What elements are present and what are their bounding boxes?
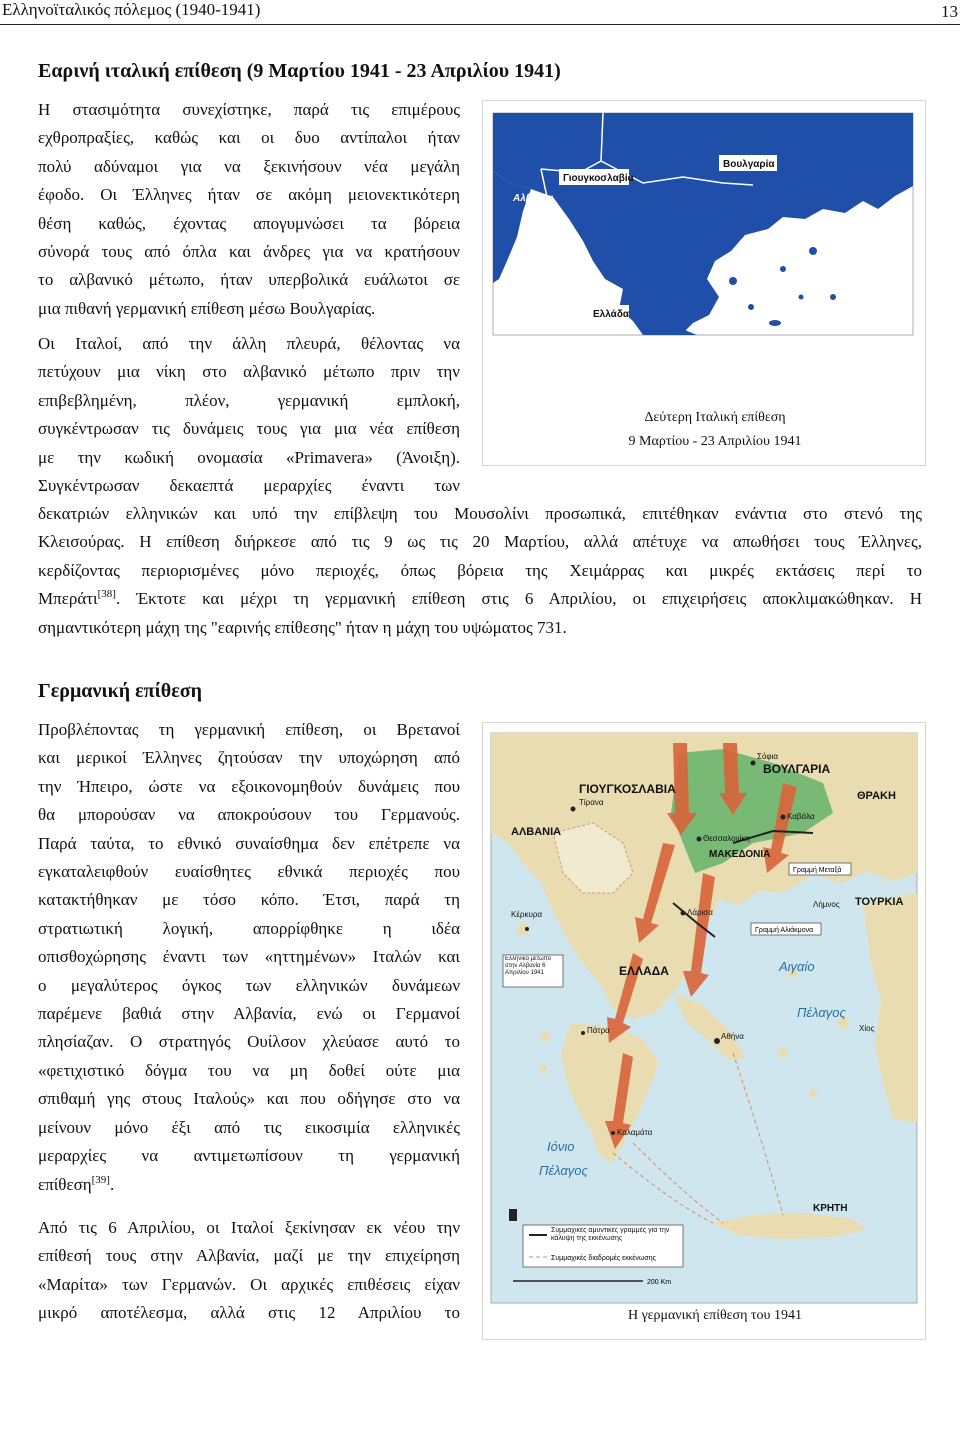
- paragraph-german-offensive: [38, 716, 460, 1199]
- figure2-caption: Η γερμανική επίθεση του 1941: [628, 1308, 802, 1323]
- text-line: θα μπορούσαν να αποκρούσουν του Γερμανούς.: [38, 805, 460, 825]
- text-line: θέση καθώς, έχοντας απογυμνώσει τα βόρεια: [38, 213, 460, 233]
- map-label-thrace: ΘΡΑΚΗ: [857, 790, 896, 802]
- map-label-ionian: Ιόνιο: [547, 1139, 575, 1154]
- text-line: Οι Ιταλοί, από την άλλη πλευρά, θέλοντας να: [38, 334, 460, 353]
- text-line: με την κωδική ονομασία «Primavera» (Άνοιξη).: [38, 447, 460, 467]
- legend-evacuation-routes: Συμμαχικές διαδρομές εκκένωσης: [551, 1255, 656, 1262]
- header-rule: [0, 24, 960, 25]
- text-line: μικρό αποτέλεσμα, αλλά στις 12 Απριλίου το: [38, 1303, 460, 1323]
- text-line: «Μαρίτα» των Γερμανών. Οι αρχικές επιθέσεις είχαν: [38, 1274, 460, 1294]
- map-label-aliakmon-line: Γραμμή Αλιάκμονα: [755, 927, 814, 934]
- text-line: και μερικοί Έλληνες ζητούσαν την υποχώρηση από: [38, 748, 460, 768]
- map-label-crete: ΚΡΗΤΗ: [813, 1203, 848, 1214]
- map-german-offensive: [483, 723, 925, 1339]
- map-label-albania: Αλβανία: [513, 193, 553, 204]
- footnote-ref-38[interactable]: [38]: [97, 588, 116, 601]
- map-label-greece: ΕΛΛΑΔΑ: [619, 964, 669, 978]
- map-label-macedonia: ΜΑΚΕΔΟΝΙΑ: [709, 849, 771, 860]
- map-label-chios: Χίος: [859, 1024, 875, 1033]
- text-line: [38, 585, 922, 613]
- legend-defense-lines: Συμμαχικές αμυντικές γραμμές για την κάλυψη της εκκένωσης: [551, 1227, 670, 1242]
- text-line: έφοδο. Οι Έλληνες ήταν σε ακόμη μειονεκτικότερη: [38, 185, 460, 205]
- map-label-corfu: Κέρκυρα: [511, 910, 543, 919]
- map-label-albania: ΑΛΒΑΝΙΑ: [511, 826, 562, 838]
- figure1-caption-line1: Δεύτερη Ιταλική επίθεση: [644, 410, 786, 425]
- paragraph-italian-offensive-continued: [38, 500, 922, 642]
- text-run: .: [109, 1174, 115, 1194]
- paragraph-italian-offensive: [38, 330, 460, 500]
- map-label-greece: Ελλάδα: [593, 309, 630, 320]
- text-line: μεραρχίες να αντιμετωπίσουν τη γερμανική: [38, 1146, 460, 1166]
- map-label-thessaloniki: Θεσσαλονίκη: [703, 834, 750, 843]
- text-line: σπιθαμή γης στους Ιταλούς» και που οδήγησε στο να: [38, 1089, 460, 1109]
- map-label-turkey: ΤΟΥΡΚΙΑ: [855, 896, 904, 908]
- text-line: στρατιωτική λογική, απορρίφθηκε η ιδέα: [38, 918, 460, 938]
- text-line: δεκατριών ελληνικών και υπό την επίβλεψη του Μουσολίνι προσωπικά, επιτέθηκαν ενάντια στο στενό της: [38, 504, 922, 523]
- paragraph-stalemate: [38, 96, 460, 323]
- map-label-yugoslavia: ΓΙΟΥΓΚΟΣΛΑΒΙΑ: [579, 782, 676, 796]
- map-label-bulgaria: Βουλγαρία: [723, 159, 775, 170]
- text-line: το αλβανικό μέτωπο, ήταν υπερβολικά ευάλωτοι σε: [38, 270, 460, 290]
- map-scale-label: 200 Km: [647, 1279, 672, 1286]
- text-line: σύνορά τους από όπλα και άνδρες για να κρατήσουν: [38, 242, 460, 262]
- text-line: παρέμενε βαθιά στην Αλβανία, ενώ οι Γερμανοί: [38, 1004, 460, 1024]
- map-label-metaxas-line: Γραμμή Μεταξά: [793, 867, 842, 874]
- map-label-sofia: Σόφια: [757, 752, 778, 761]
- text-line: Συγκέντρωσαν δεκαεπτά μεραρχίες έναντι των: [38, 476, 460, 496]
- text-run: επίθεση: [38, 1174, 92, 1194]
- section-title-spring-offensive: Εαρινή ιταλική επίθεση (9 Μαρτίου 1941 - 23 Απριλίου 1941): [38, 60, 561, 82]
- text-line: επιβεβλημένη, πλέον, γερμανική εμπλοκή,: [38, 390, 460, 410]
- text-line: Προβλέποντας τη γερμανική επίθεση, οι Βρετανοί: [38, 720, 460, 739]
- map-label-kavala: Καβάλα: [787, 812, 815, 821]
- map-label-ionian-sea: Πέλαγος: [539, 1163, 588, 1178]
- text-run: . Έκτοτε και μέχρι τη γερμανική επίθεση στις 6 Απριλίου, οι επιχειρήσεις αποκλιμακώθηκαν. Η: [115, 589, 922, 609]
- map-label-lemnos: Λήμνος: [813, 900, 840, 909]
- map-label-bulgaria: ΒΟΥΛΓΑΡΙΑ: [763, 762, 831, 776]
- text-line: μείνουν μόνο έξι από τις εικοσιμία ελληνικές: [38, 1117, 460, 1137]
- figure-german-offensive: [482, 722, 926, 1340]
- document-title: Ελληνοϊταλικός πόλεμος (1940-1941): [2, 0, 261, 19]
- text-line: κερδίζοντας περιορισμένες μόνο περιοχές, όπως βόρεια της Χειμάρρας και μικρές εκτάσεις περί το: [38, 560, 922, 580]
- text-line: την Ήπειρο, ώστε να εξοικονομηθούν δυνάμεις που: [38, 776, 460, 796]
- text-line: επίθεσή τους στην Αλβανία, μαζί με την επιχείρηση: [38, 1246, 460, 1266]
- map-label-aegean-sea: Πέλαγος: [797, 1005, 846, 1020]
- text-line: οπισθοχώρησης έναντι των «ηττημένων» Ιταλών και: [38, 947, 460, 967]
- text-line: μια πιθανή γερμανική επίθεση μέσω Βουλγαρίας.: [38, 298, 376, 318]
- text-line: σημαντικότερη μάχη της "εαρινής επίθεσης" ήταν η μάχη του υψώματος 731.: [38, 617, 567, 637]
- footnote-ref-39[interactable]: [39]: [91, 1173, 110, 1186]
- map-label-aegean: Αιγαίο: [779, 959, 815, 974]
- map-label-patra: Πάτρα: [587, 1026, 610, 1035]
- running-header: [0, 0, 960, 24]
- text-line: Από τις 6 Απριλίου, οι Ιταλοί ξεκίνησαν εκ νέου την: [38, 1218, 460, 1237]
- map-label-tirana: Τίρανα: [579, 798, 604, 807]
- map-label-larisa: Λάρισα: [687, 908, 713, 917]
- map-label-front-box: Ελληνικό μέτωπο στην Αλβανία 6 Απριλίου 1941: [505, 956, 552, 976]
- section-title-german-offensive: Γερμανική επίθεση: [38, 680, 202, 702]
- text-line: πετύχουν μια νίκη στο αλβανικό μέτωπο πριν την: [38, 362, 460, 382]
- map-label-yugoslavia: Γιουγκοσλαβία: [563, 173, 634, 184]
- text-line: εχθροπραξίες, καθώς και οι δυο αντίπαλοι ήταν: [38, 128, 460, 148]
- text-line: κατακτήθηκαν με τόσο κόπο. Έτσι, παρά τη: [38, 890, 460, 910]
- text-line: «φετιχιστικό δόγμα του να μη δοθεί ούτε μια: [38, 1060, 460, 1080]
- text-line: Παρά ταύτα, το εθνικό συναίσθημα δεν επέτρεπε να: [38, 833, 460, 853]
- map-label-kalamata: Καλαμάτα: [617, 1128, 653, 1137]
- text-line: Κλεισούρας. Η επίθεση διήρκεσε από τις 9 ως τις 20 Μαρτίου, αλλά απέτυχε να απωθήσει τους Έλληνες,: [38, 532, 922, 552]
- text-line: πλησίαζαν. Ο στρατηγός Ουίλσον χλεύασε αυτό το: [38, 1032, 460, 1052]
- text-line: συγκέντρωσαν τις δυνάμεις τους για μια νέα επίθεση: [38, 419, 460, 439]
- page-number: 13: [941, 2, 958, 21]
- text-line: Η στασιμότητα συνεχίστηκε, παρά τις επιμέρους: [38, 100, 460, 119]
- paragraph-april-offensive: [38, 1214, 460, 1328]
- text-line: ο μεγαλύτερος όγκος των ελληνικών δυνάμεων: [38, 975, 460, 995]
- text-line: πολύ αδύναμοι για να ξεκινήσουν νέα μεγάλη: [38, 156, 460, 176]
- text-run: Μπεράτι: [38, 589, 98, 609]
- figure1-caption-line2: 9 Μαρτίου - 23 Απριλίου 1941: [628, 434, 802, 449]
- text-line: [38, 1171, 460, 1199]
- map-label-athens: Αθήνα: [721, 1032, 744, 1041]
- text-line: εγκαταλειφθούν ευαίσθητες εθνικά περιοχές που: [38, 862, 460, 882]
